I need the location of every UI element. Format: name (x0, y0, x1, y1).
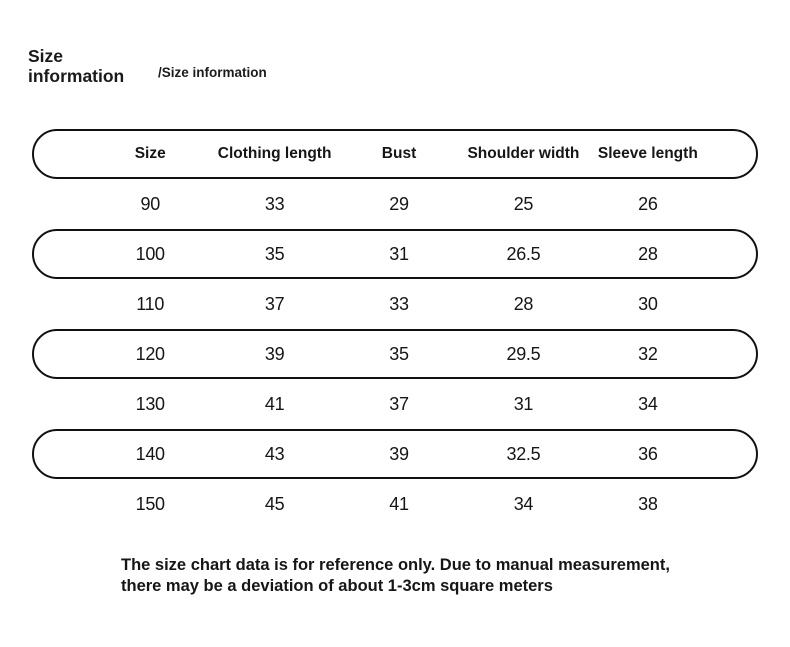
size-table-row-140 (32, 429, 758, 479)
size-table (32, 129, 758, 529)
table-cell: 26.5 (506, 243, 541, 264)
table-cell: 32.5 (506, 443, 541, 464)
size-table-row-150 (32, 479, 758, 529)
table-cell: 26 (638, 193, 658, 214)
table-cell: 31 (513, 393, 534, 414)
table-cell: 25 (513, 193, 534, 214)
measurement-disclaimer-note: The size chart data is for reference only. Due to manual measurement, there may be a deviation of about 1-3cm square meters (121, 556, 670, 595)
size-table-row-130 (32, 379, 758, 429)
table-cell: 110 (136, 293, 165, 314)
table-cell: 32 (638, 343, 658, 364)
table-cell: 28 (638, 243, 658, 264)
table-cell: 39 (389, 443, 409, 464)
table-cell: 34 (638, 393, 658, 414)
size-table-row-100 (32, 229, 758, 279)
size-table-header-row (32, 129, 758, 179)
table-cell: 100 (135, 243, 165, 264)
table-cell: 120 (135, 343, 165, 364)
table-cell: 35 (389, 343, 409, 364)
table-cell: 39 (264, 343, 285, 364)
table-cell: 41 (264, 393, 285, 414)
page-title: Size information (28, 46, 125, 86)
column-header-shoulder-width: Shoulder width (467, 145, 580, 162)
table-cell: 38 (638, 493, 658, 514)
table-cell: 30 (638, 293, 658, 314)
table-cell: 31 (389, 243, 409, 264)
table-cell: 37 (389, 393, 409, 414)
size-table-row-110 (32, 279, 758, 329)
table-cell: 37 (264, 293, 285, 314)
table-cell: 150 (135, 493, 165, 514)
column-header-clothing-length: Clothing length (217, 145, 332, 162)
table-cell: 90 (140, 193, 160, 214)
table-cell: 41 (389, 493, 409, 514)
table-cell: 33 (389, 293, 409, 314)
table-cell: 29.5 (506, 343, 541, 364)
column-header-sleeve-length: Sleeve length (597, 145, 698, 162)
breadcrumb: /Size information (158, 65, 267, 80)
table-cell: 34 (513, 493, 534, 514)
table-cell: 35 (264, 243, 285, 264)
table-cell: 43 (264, 443, 285, 464)
table-cell: 29 (389, 193, 409, 214)
table-cell: 33 (264, 193, 285, 214)
size-table-row-120 (32, 329, 758, 379)
table-cell: 45 (264, 493, 285, 514)
table-cell: 36 (638, 443, 658, 464)
size-table-row-90 (32, 179, 758, 229)
table-cell: 28 (513, 293, 534, 314)
table-cell: 130 (135, 393, 165, 414)
column-header-size: Size (134, 145, 166, 162)
table-cell: 140 (135, 443, 165, 464)
column-header-bust: Bust (381, 145, 417, 162)
